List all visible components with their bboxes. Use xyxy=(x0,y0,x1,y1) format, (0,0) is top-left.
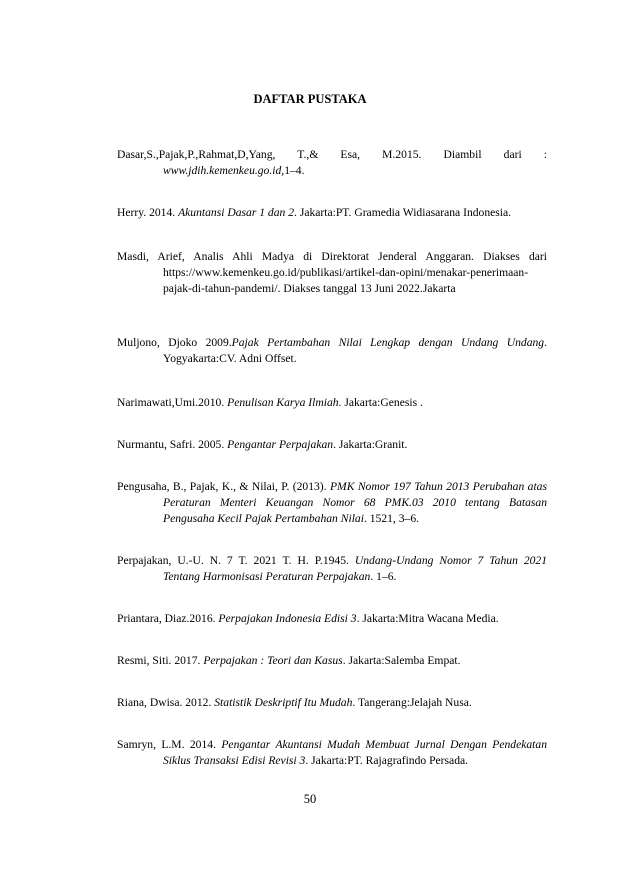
reference-item xyxy=(117,695,547,711)
reference-title: Pajak Pertambahan Nilai Lengkap dengan Undang Undang xyxy=(231,336,545,349)
reference-text: Priantara, Diaz.2016. xyxy=(117,612,219,625)
reference-text: . Jakarta:Salemba Empat. xyxy=(342,654,461,667)
reference-text: . Jakarta:Granit. xyxy=(333,438,408,451)
reference-text: Narimawati,Umi.2010. xyxy=(117,396,228,409)
reference-title: Pengantar Akuntansi Mudah Membuat Jurnal Dengan Pendekatan Siklus Transaksi Edisi Revisi 3 xyxy=(163,738,547,767)
reference-text: Muljono, Djoko 2009. xyxy=(117,336,232,349)
reference-title: Akuntansi Dasar 1 dan 2 xyxy=(178,206,295,219)
reference-title: Statistik Deskriptif Itu Mudah xyxy=(214,696,353,709)
reference-title: Undang-Undang Nomor 7 Tahun 2021 Tentang Harmonisasi Peraturan Perpajakan xyxy=(163,554,548,583)
reference-list xyxy=(117,147,547,795)
reference-text: Nurmantu, Safri. 2005. xyxy=(117,438,228,451)
reference-title: Perpajakan : Teori dan Kasus xyxy=(203,654,343,667)
reference-title: Perpajakan Indonesia Edisi 3 xyxy=(218,612,357,625)
reference-item xyxy=(117,553,547,585)
reference-text: Samryn, L.M. 2014. xyxy=(117,738,222,751)
reference-title: www.jdih.kemenkeu.go.id, xyxy=(163,164,285,177)
reference-item xyxy=(117,611,547,627)
reference-item xyxy=(117,249,547,297)
reference-item xyxy=(117,437,547,453)
reference-text: . Tangerang:Jelajah Nusa. xyxy=(352,696,472,709)
reference-text: Pengusaha, B., Pajak, K., & Nilai, P. (2013). xyxy=(117,480,330,493)
reference-text: Perpajakan, U.-U. N. 7 T. 2021 T. H. P.1945. xyxy=(117,554,355,567)
reference-text: Dasar,S.,Pajak,P.,Rahmat,D,Yang, T.,& Esa, M.2015. Diambil dari : xyxy=(117,148,547,161)
page-number: 50 xyxy=(303,792,317,806)
reference-item xyxy=(117,653,547,669)
reference-item xyxy=(117,479,547,527)
reference-text: Masdi, Arief, Analis Ahli Madya di Direktorat Jenderal Anggaran. Diakses dari https://www.kemenkeu.go.id/publikasi/artikel-dan-opini/menakar-penerimaan-pajak-di-tahun-pandemi/. Diakses tanggal 13 Juni 2022.Jakarta xyxy=(117,250,547,295)
reference-text: 1–4. xyxy=(284,164,305,177)
reference-text: Riana, Dwisa. 2012. xyxy=(117,696,215,709)
reference-title: Penulisan Karya Ilmiah xyxy=(227,396,339,409)
reference-text: Herry. 2014. xyxy=(117,206,179,219)
reference-item xyxy=(117,335,547,367)
reference-text: . 1521, 3–6. xyxy=(363,512,420,525)
reference-item xyxy=(117,395,547,411)
reference-title: PMK Nomor 197 Tahun 2013 Perubahan atas Peraturan Menteri Keuangan Nomor 68 PMK.03 2010 tentang Batasan Pengusaha Kecil Pajak Pertambahan Nilai xyxy=(163,480,547,525)
reference-text: Resmi, Siti. 2017. xyxy=(117,654,204,667)
page-title: DAFTAR PUSTAKA xyxy=(253,92,367,106)
reference-title: Pengantar Perpajakan xyxy=(227,438,334,451)
reference-text: . Jakarta:PT. Gramedia Widiasarana Indonesia. xyxy=(294,206,512,219)
reference-text: . Jakarta:Genesis . xyxy=(338,396,423,409)
reference-text: . Yogyakarta:CV. Adni Offset. xyxy=(163,336,547,365)
reference-item xyxy=(117,147,547,179)
reference-item xyxy=(117,737,547,769)
reference-text: . Jakarta:Mitra Wacana Media. xyxy=(356,612,499,625)
reference-text: . 1–6. xyxy=(370,570,397,583)
reference-item xyxy=(117,205,547,221)
reference-text: . Jakarta:PT. Rajagrafindo Persada. xyxy=(305,754,469,767)
